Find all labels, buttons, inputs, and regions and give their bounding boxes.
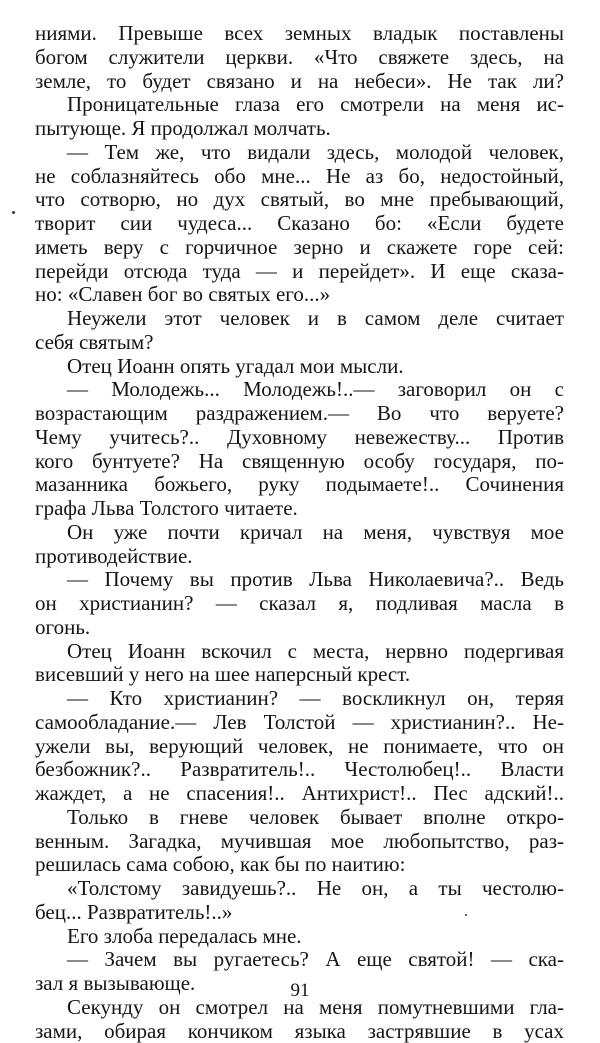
text-line: — Кто христианин? — воскликнул он, теряя [35, 687, 564, 711]
text-line: Секунду он смотрел на меня помутневшими гла- [35, 996, 564, 1020]
text-line: не соблазняйтесь обо мне... Не аз бо, недостойный, [35, 165, 564, 189]
text-line: Неужели этот человек и в самом деле считает [35, 307, 564, 331]
text-line: зал я вызывающе. [35, 972, 564, 996]
text-line: решилась сама собою, как бы по наитию: [35, 853, 564, 877]
text-line: земле, то будет связано и на небеси». Не так ли? [35, 70, 564, 94]
text-line: противодействие. [35, 545, 564, 569]
text-line: бец... Развратитель!..» [35, 901, 564, 925]
text-line: — Зачем вы ругаетесь? А еще святой! — ска- [35, 948, 564, 972]
text-line: себя святым? [35, 331, 564, 355]
text-line: графа Льва Толстого читаете. [35, 497, 564, 521]
text-line: мазанника божьего, руку подымаете!.. Сочинения [35, 473, 564, 497]
text-line: безбожник?.. Развратитель!.. Честолюбец!.. Власти [35, 758, 564, 782]
page-number: 91 [0, 980, 600, 1002]
scan-speck [465, 914, 467, 916]
text-line: жаждет, а не спасения!.. Антихрист!.. Пес адский!.. [35, 782, 564, 806]
text-line: что сотворю, но дух святый, во мне пребывающий, [35, 188, 564, 212]
text-line: Проницательные глаза его смотрели на меня ис- [35, 93, 564, 117]
text-line: он христианин? — сказал я, подливая масла в [35, 592, 564, 616]
text-line: «Толстому завидуешь?.. Не он, а ты честолю- [35, 877, 564, 901]
text-line: Чему учитесь?.. Духовному невежеству... Против [35, 426, 564, 450]
text-line: пытующе. Я продолжал молчать. [35, 117, 564, 141]
text-line: творит сии чудеса... Сказано бо: «Если будете [35, 212, 564, 236]
text-line: висевший у него на шее наперсный крест. [35, 663, 564, 687]
text-line: венным. Загадка, мучившая мое любопытство, раз- [35, 830, 564, 854]
text-line: — Тем же, что видали здесь, молодой человек, [35, 141, 564, 165]
page-body [35, 22, 564, 1043]
text-line: огонь. [35, 616, 564, 640]
text-line: Только в гневе человек бывает вполне откро- [35, 806, 564, 830]
text-line: но: «Славен бог во святых его...» [35, 283, 564, 307]
text-line: перейди отсюда туда — и перейдет». И еще сказа- [35, 260, 564, 284]
text-line: богом служители церкви. «Что свяжете здесь, на [35, 46, 564, 70]
text-line: ужели вы, верующий человек, не понимаете, что он [35, 735, 564, 759]
text-line: самообладание.— Лев Толстой — христианин?.. Не- [35, 711, 564, 735]
text-line: Он уже почти кричал на меня, чувствуя мое [35, 521, 564, 545]
text-line: Отец Иоанн опять угадал мои мысли. [35, 355, 564, 379]
text-line: — Молодежь... Молодежь!..— заговорил он с [35, 378, 564, 402]
text-line: Его злоба передалась мне. [35, 925, 564, 949]
text-line: ниями. Превыше всех земных владык поставлены [35, 22, 564, 46]
text-line: зами, обирая кончиком языка застрявшие в усах [35, 1020, 564, 1043]
text-line: иметь веру с горчичное зерно и скажете горе сей: [35, 236, 564, 260]
text-line: возрастающим раздражением.— Во что веруете? [35, 402, 564, 426]
text-line: — Почему вы против Льва Николаевича?.. Ведь [35, 568, 564, 592]
text-line: Отец Иоанн вскочил с места, нервно подергивая [35, 640, 564, 664]
scan-speck [12, 211, 15, 214]
text-line: кого бунтуете? На священную особу государя, по- [35, 450, 564, 474]
